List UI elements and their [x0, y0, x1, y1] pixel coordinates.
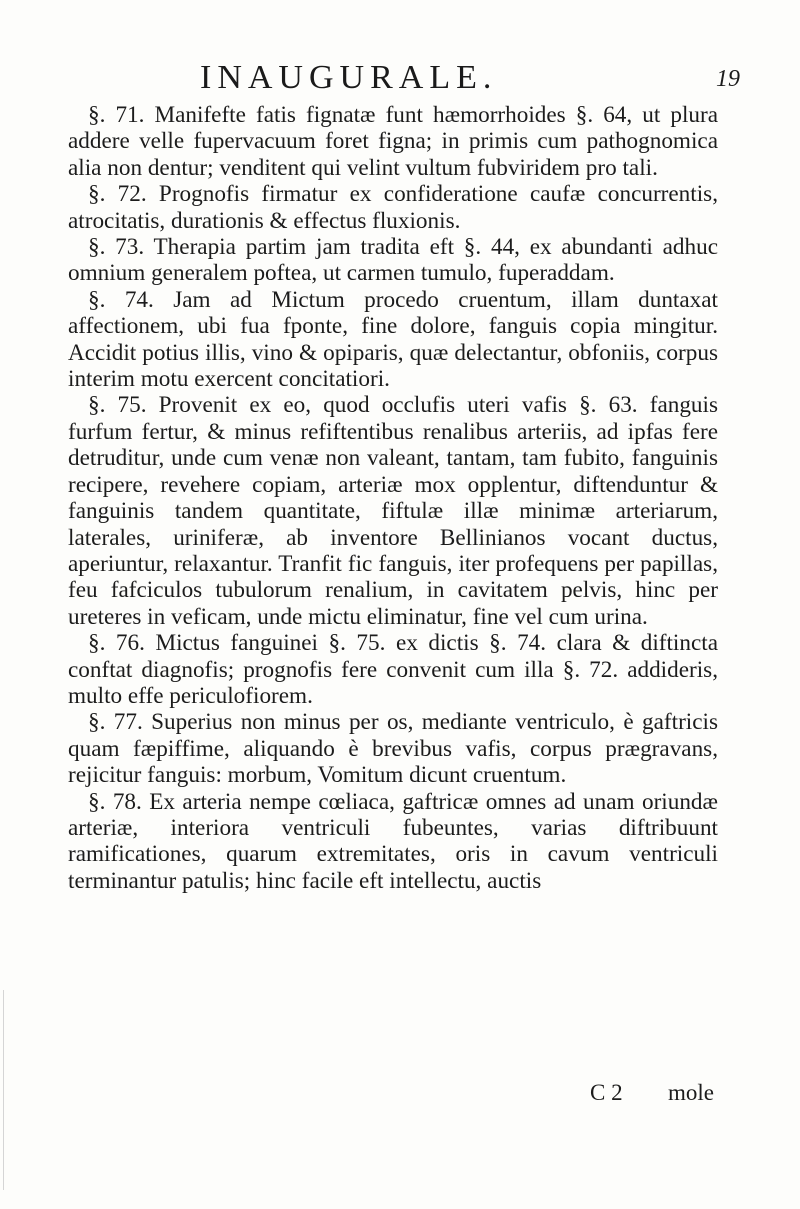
paragraph-73: §. 73. Therapia partim jam tradita eft §. 44, ex abundanti adhuc omnium generalem poftea, ut carmen tumulo, fuperaddam. — [68, 234, 718, 287]
paragraph-77: §. 77. Superius non minus per os, mediante ventriculo, è gaftricis quam fæpiffime, aliquando è brevibus vafis, corpus prægravans, rejicitur fanguis: morbum, Vomitum dicunt cruentum. — [68, 709, 718, 789]
running-title: INAUGURALE. — [200, 59, 498, 96]
page-number: 19 — [716, 66, 740, 92]
body-text — [68, 102, 718, 894]
paragraph-71: §. 71. Manifefte fatis fignatæ funt hæmorrhoides §. 64, ut plura addere velle fupervacuum foret figna; in primis cum pathognomica alia non dentur; venditent qui velint vultum fubviridem pro tali. — [68, 102, 718, 181]
binding-edge-line — [3, 990, 4, 1190]
paragraph-76: §. 76. Mictus fanguinei §. 75. ex dictis §. 74. clara & diftincta conftat diagnofis; prognofis fere convenit cum illa §. 72. addideris, multo effe periculofiorem. — [68, 630, 718, 709]
page-header — [200, 58, 800, 98]
paragraph-78: §. 78. Ex arteria nempe cœliaca, gaftricæ omnes ad unam oriundæ arteriæ, interiora ventriculi fubeuntes, varias diftribuunt ramificationes, quarum extremitates, oris in cavum ventriculi terminantur patulis; hinc facile eft intellectu, auctis — [68, 788, 718, 894]
paragraph-72: §. 72. Prognofis firmatur ex confideratione caufæ concurrentis, atrocitatis, durationis & effectus fluxionis. — [68, 181, 718, 234]
catchword: mole — [668, 1080, 714, 1105]
page-footer — [0, 1080, 800, 1110]
paragraph-74: §. 74. Jam ad Mictum procedo cruentum, illam duntaxat affectionem, ubi fua fponte, fine dolore, fanguis copia mingitur. Accidit potius illis, vino & opiparis, quæ delectantur, obfoniis, corpus interim motu exercent concitatiori. — [68, 286, 718, 393]
paragraph-75: §. 75. Provenit ex eo, quod occlufis uteri vafis §. 63. fanguis furfum fertur, & minus refiftentibus renalibus arteriis, ad ipfas fere detruditur, unde cum venæ non valeant, tantam, tam fubito, fanguinis recipere, revehere copiam, arteriæ mox opplentur, diftenduntur & fanguinis tandem quantitate, fiftulæ illæ minimæ arteriarum, laterales, uriniferæ, ab inventore Bellinianos vocant ductus, aperiuntur, relaxantur. Tranfit fic fanguis, iter profequens per papillas, feu fafciculos tubulorum renalium, in cavitatem pelvis, hinc per ureteres in veficam, unde mictu eliminatur, fine vel cum urina. — [68, 392, 718, 630]
signature-mark: C 2 — [590, 1080, 623, 1105]
